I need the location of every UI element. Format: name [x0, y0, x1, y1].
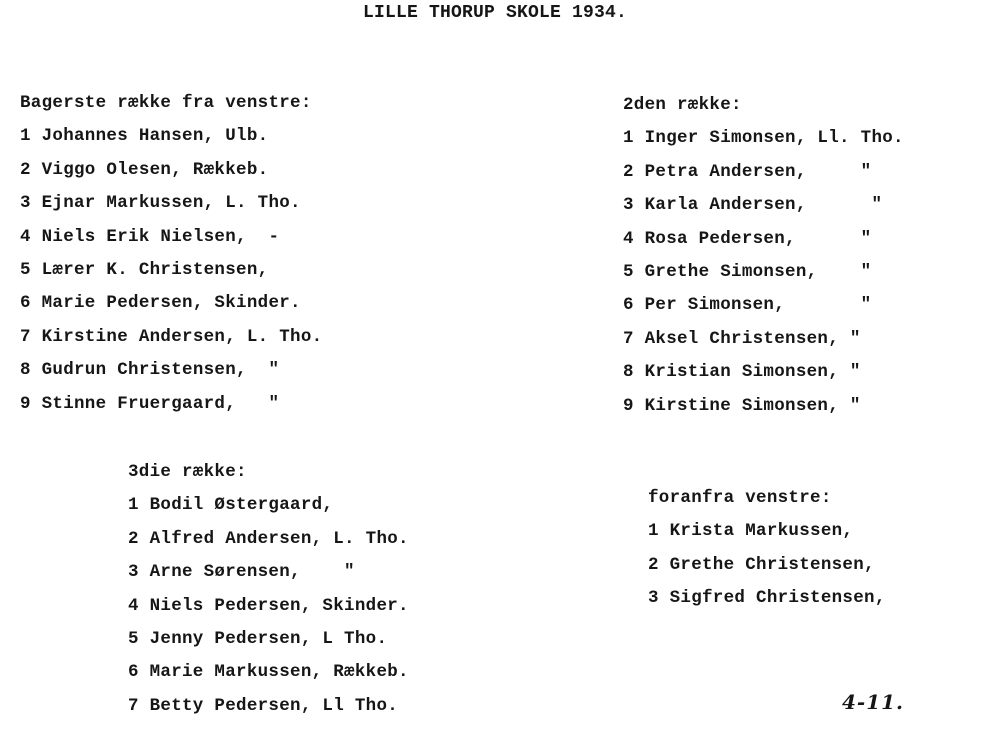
list-item: 2 Petra Andersen, "	[623, 161, 872, 182]
list-item: 1 Inger Simonsen, Ll. Tho.	[623, 128, 904, 149]
list-item: 4 Rosa Pedersen, "	[623, 228, 872, 249]
list-item: 6 Marie Pedersen, Skinder.	[20, 293, 301, 314]
list-item: 6 Marie Markussen, Rækkeb.	[128, 662, 409, 683]
third-row-heading: 3die række:	[128, 462, 247, 482]
front-row-heading: foranfra venstre:	[648, 488, 832, 508]
list-item: 1 Johannes Hansen, Ulb.	[20, 126, 269, 147]
list-item: 4 Niels Pedersen, Skinder.	[128, 595, 409, 616]
second-row-heading: 2den række:	[623, 95, 742, 115]
back-row-heading: Bagerste række fra venstre:	[20, 93, 312, 113]
list-item: 7 Kirstine Andersen, L. Tho.	[20, 326, 323, 347]
list-item: 3 Sigfred Christensen,	[648, 588, 886, 609]
list-item: 9 Kirstine Simonsen, "	[623, 395, 861, 416]
list-item: 2 Grethe Christensen,	[648, 554, 875, 575]
page-title: LILLE THORUP SKOLE 1934.	[363, 3, 628, 23]
list-item: 2 Alfred Andersen, L. Tho.	[128, 528, 409, 549]
handwritten-note: 4-11.	[842, 690, 905, 714]
list-item: 7 Aksel Christensen, "	[623, 328, 861, 349]
list-item: 8 Gudrun Christensen, "	[20, 360, 280, 381]
list-item: 4 Niels Erik Nielsen, -	[20, 226, 280, 247]
list-item: 2 Viggo Olesen, Rækkeb.	[20, 159, 269, 180]
list-item: 8 Kristian Simonsen, "	[623, 362, 861, 383]
list-item: 9 Stinne Fruergaard, "	[20, 393, 280, 414]
list-item: 7 Betty Pedersen, Ll Tho.	[128, 695, 399, 716]
list-item: 3 Karla Andersen, "	[623, 195, 883, 216]
list-item: 5 Lærer K. Christensen,	[20, 259, 269, 280]
list-item: 1 Krista Markussen,	[648, 521, 854, 542]
list-item: 5 Jenny Pedersen, L Tho.	[128, 628, 388, 649]
list-item: 3 Ejnar Markussen, L. Tho.	[20, 193, 301, 214]
back-row-list	[20, 87, 322, 421]
third-row-list	[128, 456, 409, 723]
list-item: 1 Bodil Østergaard,	[128, 495, 334, 516]
list-item: 6 Per Simonsen, "	[623, 295, 872, 316]
front-row-list	[648, 482, 886, 616]
list-item: 3 Arne Sørensen, "	[128, 562, 355, 583]
list-item: 5 Grethe Simonsen, "	[623, 261, 872, 282]
second-row-list	[623, 89, 904, 423]
